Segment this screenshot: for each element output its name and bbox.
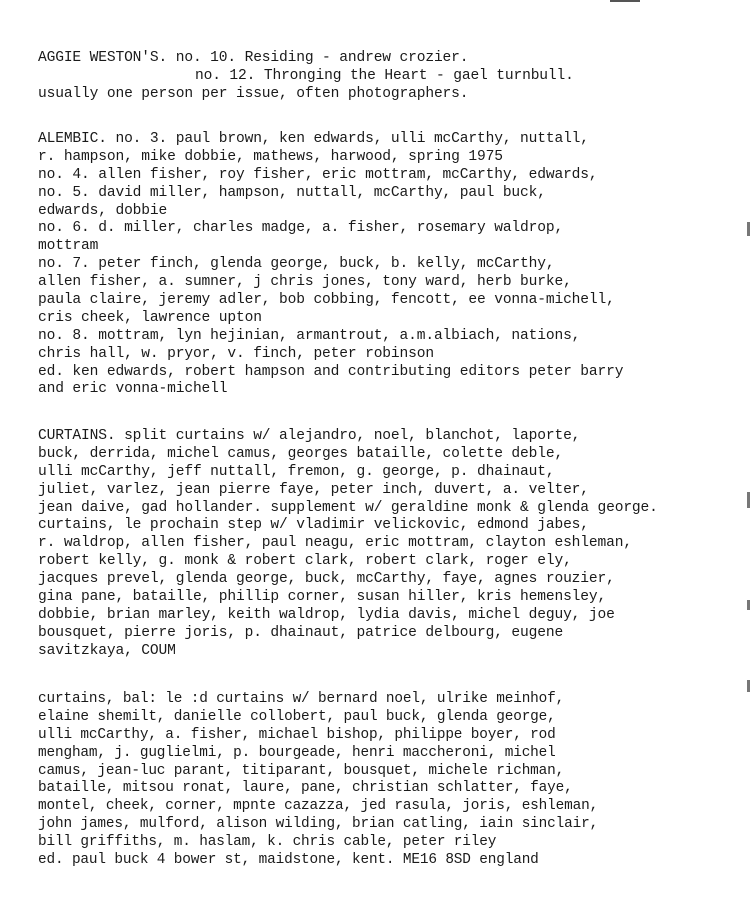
text-line: curtains, bal: le :d curtains w/ bernard noel, ulrike meinhof, (38, 691, 565, 707)
text-line: bousquet, pierre joris, p. dhainaut, patrice delbourg, eugene (38, 624, 564, 641)
text-line: ALEMBIC. no. 3. paul brown, ken edwards, ulli mcCarthy, nuttall, (38, 131, 589, 147)
text-line: r. waldrop, allen fisher, paul neagu, eric mottram, clayton eshleman, (38, 535, 632, 552)
text-line: mengham, j. guglielmi, p. bourgeade, henri maccheroni, michel (38, 744, 556, 761)
text-line: john james, mulford, alison wilding, brian catling, iain sinclair, (38, 816, 599, 833)
text-line: CURTAINS. split curtains w/ alejandro, noel, blanchot, laporte, (38, 428, 581, 444)
top-edge-rule (610, 0, 640, 2)
text-line: bill griffiths, m. haslam, k. chris cable, peter riley (38, 834, 497, 851)
entry-curtains-bal (38, 691, 598, 870)
text-line: no. 5. david miller, hampson, nuttall, mcCarthy, paul buck, (38, 184, 546, 201)
text-line: camus, jean-luc parant, titiparant, bousquet, michele richman, (38, 762, 565, 779)
text-line: curtains, le prochain step w/ vladimir velickovic, edmond jabes, (38, 517, 589, 534)
text-line: ulli mcCarthy, jeff nuttall, fremon, g. george, p. dhainaut, (38, 463, 555, 480)
entry-curtains (38, 428, 658, 661)
text-line: cris cheek, lawrence upton (38, 309, 262, 326)
text-line: chris hall, w. pryor, v. finch, peter robinson (38, 345, 434, 362)
text-line: jacques prevel, glenda george, buck, mcCarthy, faye, agnes rouzier, (38, 571, 615, 588)
text-line: no. 4. allen fisher, roy fisher, eric mottram, mcCarthy, edwards, (38, 166, 598, 183)
text-line: gina pane, bataille, phillip corner, susan hiller, kris hemensley, (38, 589, 607, 606)
text-line: buck, derrida, michel camus, georges bataille, colette deble, (38, 445, 564, 462)
text-line: ulli mcCarthy, a. fisher, michael bishop, philippe boyer, rod (38, 726, 556, 743)
text-line: no. 6. d. miller, charles madge, a. fisher, rosemary waldrop, (38, 220, 564, 237)
text-line: elaine shemilt, danielle collobert, paul buck, glenda george, (38, 708, 556, 725)
entry-alembic (38, 131, 623, 399)
text-line: montel, cheek, corner, mpnte cazazza, jed rasula, joris, eshleman, (38, 798, 599, 815)
text-line: robert kelly, g. monk & robert clark, robert clark, roger ely, (38, 553, 572, 570)
text-line: mottram (38, 238, 99, 255)
entry-aggie-westons (38, 50, 574, 104)
text-line: savitzkaya, COUM (38, 642, 176, 659)
text-line: r. hampson, mike dobbie, mathews, harwood, spring 1975 (38, 148, 503, 165)
text-line: edwards, dobbie (38, 202, 168, 219)
text-line: no. 8. mottram, lyn hejinian, armantrout, a.m.albiach, nations, (38, 327, 581, 344)
text-line: dobbie, brian marley, keith waldrop, lydia davis, michel deguy, joe (38, 606, 615, 623)
text-line: usually one person per issue, often photographers. (38, 85, 469, 102)
text-line: ed. paul buck 4 bower st, maidstone, kent. ME16 8SD england (38, 852, 539, 869)
text-line: bataille, mitsou ronat, laure, pane, christian schlatter, faye, (38, 780, 573, 797)
text-line: and eric vonna-michell (38, 381, 228, 398)
text-line: no. 7. peter finch, glenda george, buck, b. kelly, mcCarthy, (38, 256, 555, 273)
text-line: paula claire, jeremy adler, bob cobbing, fencott, ee vonna-michell, (38, 292, 615, 309)
text-line: juliet, varlez, jean pierre faye, peter inch, duvert, a. velter, (38, 481, 589, 498)
text-line: jean daive, gad hollander. supplement w/ geraldine monk & glenda george. (38, 499, 658, 516)
text-line: ed. ken edwards, robert hampson and contributing editors peter barry (38, 363, 624, 380)
text-line: AGGIE WESTON'S. no. 10. Residing - andrew crozier. (38, 50, 469, 66)
text-line: allen fisher, a. sumner, j chris jones, tony ward, herb burke, (38, 274, 572, 291)
text-line: no. 12. Thronging the Heart - gael turnbull. (195, 67, 574, 84)
